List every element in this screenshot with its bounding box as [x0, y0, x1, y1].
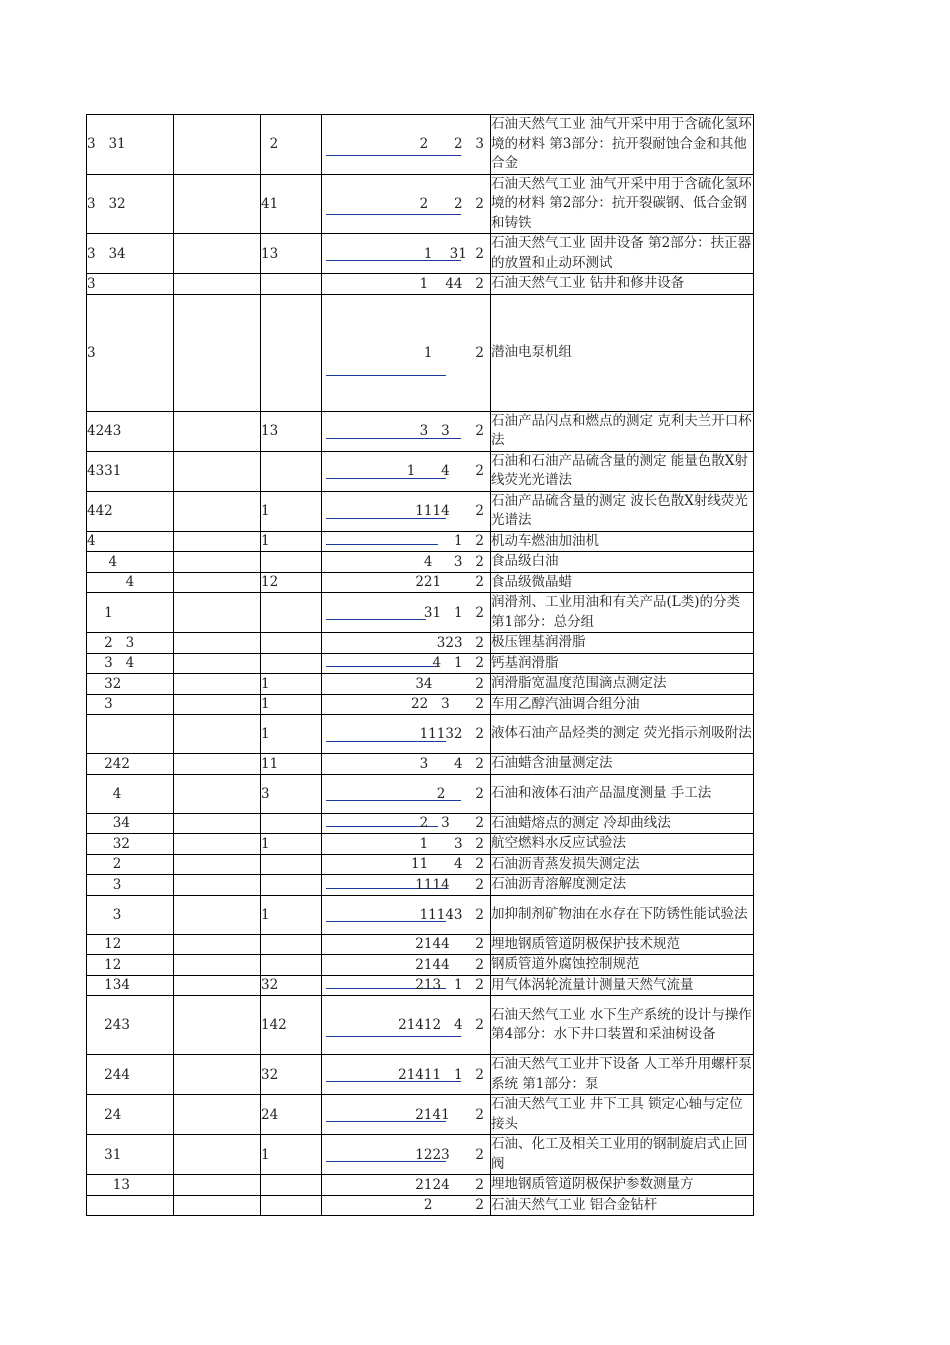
standard-number-text: 11 4 2 — [411, 856, 484, 873]
cell-code: 134 — [87, 975, 174, 996]
cell-standard-number[interactable] — [322, 996, 491, 1055]
cell-empty — [174, 1135, 261, 1175]
cell-count: 24 — [261, 1095, 322, 1135]
cell-standard-number — [322, 552, 491, 573]
table-row — [87, 451, 754, 491]
cell-count: 13 — [261, 234, 322, 274]
cell-title: 石油天然气工业 水下生产系统的设计与操作 第4部分：水下井口装置和采油树设备 — [491, 996, 754, 1055]
cell-count: 12 — [261, 572, 322, 593]
cell-standard-number[interactable] — [322, 1055, 491, 1095]
cell-count — [261, 294, 322, 411]
standard-number-text: 11132 2 — [419, 726, 484, 742]
table-row — [87, 875, 754, 896]
cell-code: 4 — [87, 552, 174, 573]
standard-number-text: 4 3 2 — [423, 553, 484, 570]
spreadsheet-table — [86, 114, 754, 1216]
cell-code: 243 — [87, 996, 174, 1055]
standard-number-text: 3 4 2 — [419, 755, 484, 772]
table-row — [87, 834, 754, 855]
table-row — [87, 531, 754, 552]
cell-code: 3 4 — [87, 653, 174, 674]
standard-number-text: 2124 2 — [415, 1176, 484, 1193]
table-row — [87, 234, 754, 274]
cell-title: 石油天然气工业 铝合金钻杆 — [491, 1195, 754, 1216]
cell-empty — [174, 552, 261, 573]
standard-number-text: 1 2 — [423, 344, 484, 361]
cell-code: 4 — [87, 531, 174, 552]
table-row — [87, 411, 754, 451]
hyperlink-underline[interactable] — [326, 544, 438, 545]
cell-count: 1 — [261, 531, 322, 552]
cell-empty — [174, 875, 261, 896]
standard-number-text: 2 3 2 — [419, 815, 484, 832]
cell-title: 钢质管道外腐蚀控制规范 — [491, 955, 754, 976]
standard-number-text: 2 2 3 — [419, 136, 484, 153]
cell-count — [261, 875, 322, 896]
table-row — [87, 274, 754, 295]
cell-title: 食品级微晶蜡 — [491, 572, 754, 593]
standard-number-text: 21412 4 2 — [398, 1017, 484, 1033]
cell-title: 石油产品闪点和燃点的测定 克利夫兰开口杯法 — [491, 411, 754, 451]
cell-title: 润滑脂宽温度范围滴点测定法 — [491, 674, 754, 695]
cell-standard-number[interactable] — [322, 1135, 491, 1175]
cell-code: 13 — [87, 1175, 174, 1196]
standard-number-text: 34 2 — [415, 675, 484, 692]
cell-title: 石油天然气工业 油气开采中用于含硫化氢环境的材料 第2部分：抗开裂碳钢、低合金钢和铸铁 — [491, 174, 754, 234]
standard-number-text: 213 1 2 — [415, 977, 484, 994]
cell-empty — [174, 996, 261, 1055]
cell-count: 32 — [261, 975, 322, 996]
cell-title: 钙基润滑脂 — [491, 653, 754, 674]
table-row — [87, 491, 754, 531]
cell-count: 1 — [261, 491, 322, 531]
cell-count: 32 — [261, 1055, 322, 1095]
standard-number-text: 2 2 2 — [419, 195, 484, 212]
cell-count — [261, 274, 322, 295]
cell-code — [87, 715, 174, 754]
cell-count — [261, 813, 322, 834]
standard-number-text: 1223 2 — [415, 1146, 484, 1163]
cell-empty — [174, 955, 261, 976]
standard-number-text: 1114 2 — [415, 876, 484, 893]
cell-code: 2 — [87, 854, 174, 875]
cell-title: 埋地钢质管道阴极保护技术规范 — [491, 934, 754, 955]
table-row — [87, 593, 754, 633]
cell-code: 2 3 — [87, 633, 174, 654]
table-row — [87, 1135, 754, 1175]
cell-title: 石油天然气工业井下设备 人工举升用螺杆泵系统 第1部分：泵 — [491, 1055, 754, 1095]
cell-count — [261, 633, 322, 654]
standard-number-text: 4 1 2 — [432, 655, 484, 672]
standard-number-text: 2 2 — [423, 1197, 484, 1214]
cell-standard-number — [322, 754, 491, 775]
cell-standard-number — [322, 1195, 491, 1216]
table-row — [87, 895, 754, 934]
standard-number-text: 221 2 — [415, 574, 484, 591]
cell-empty — [174, 234, 261, 274]
cell-standard-number[interactable] — [322, 411, 491, 451]
cell-count: 13 — [261, 411, 322, 451]
cell-standard-number[interactable] — [322, 294, 491, 411]
cell-code: 4331 — [87, 451, 174, 491]
cell-count — [261, 593, 322, 633]
cell-title: 极压锂基润滑脂 — [491, 633, 754, 654]
cell-empty — [174, 593, 261, 633]
cell-code: 3 — [87, 274, 174, 295]
cell-title: 食品级白油 — [491, 552, 754, 573]
cell-count: 142 — [261, 996, 322, 1055]
cell-empty — [174, 174, 261, 234]
table-row — [87, 115, 754, 175]
cell-title: 石油天然气工业 固井设备 第2部分：扶正器的放置和止动环测试 — [491, 234, 754, 274]
cell-empty — [174, 674, 261, 695]
cell-title: 石油天然气工业 井下工具 锁定心轴与定位接头 — [491, 1095, 754, 1135]
cell-empty — [174, 451, 261, 491]
cell-count: 41 — [261, 174, 322, 234]
standard-number-text: 21411 1 2 — [398, 1066, 484, 1083]
cell-title: 机动车燃油加油机 — [491, 531, 754, 552]
cell-title: 埋地钢质管道阴极保护参数测量方 — [491, 1175, 754, 1196]
cell-empty — [174, 274, 261, 295]
cell-code: 3 — [87, 875, 174, 896]
hyperlink-underline[interactable] — [326, 214, 461, 215]
cell-empty — [174, 294, 261, 411]
cell-standard-number[interactable] — [322, 875, 491, 896]
cell-count — [261, 955, 322, 976]
cell-count — [261, 934, 322, 955]
cell-title: 液体石油产品烃类的测定 荧光指示剂吸附法 — [491, 715, 754, 754]
cell-empty — [174, 813, 261, 834]
cell-standard-number[interactable] — [322, 115, 491, 175]
cell-title: 车用乙醇汽油调合组分油 — [491, 694, 754, 715]
cell-count: 3 — [261, 774, 322, 813]
table-row — [87, 1095, 754, 1135]
cell-code: 3 — [87, 294, 174, 411]
cell-empty — [174, 694, 261, 715]
cell-code: 32 — [87, 834, 174, 855]
table-row — [87, 174, 754, 234]
cell-count — [261, 552, 322, 573]
cell-title: 石油蜡含油量测定法 — [491, 754, 754, 775]
cell-title: 石油和液体石油产品温度测量 手工法 — [491, 774, 754, 813]
cell-standard-number[interactable] — [322, 174, 491, 234]
table-row — [87, 813, 754, 834]
hyperlink-underline[interactable] — [326, 666, 438, 667]
standard-number-text: 31 1 2 — [423, 604, 484, 621]
table-row — [87, 975, 754, 996]
cell-empty — [174, 754, 261, 775]
standard-number-text: 1 44 2 — [419, 275, 484, 292]
cell-standard-number — [322, 955, 491, 976]
cell-standard-number — [322, 854, 491, 875]
cell-code: 3 34 — [87, 234, 174, 274]
cell-code: 4 — [87, 572, 174, 593]
cell-standard-number[interactable] — [322, 1095, 491, 1135]
cell-standard-number — [322, 674, 491, 695]
cell-title: 石油沥青蒸发损失测定法 — [491, 854, 754, 875]
cell-code: 4243 — [87, 411, 174, 451]
cell-count: 1 — [261, 834, 322, 855]
cell-standard-number — [322, 934, 491, 955]
cell-title: 石油产品硫含量的测定 波长色散X射线荧光光谱法 — [491, 491, 754, 531]
cell-count — [261, 1195, 322, 1216]
standard-number-text: 1 31 2 — [423, 245, 484, 262]
standard-number-text: 1 3 2 — [419, 835, 484, 852]
cell-standard-number[interactable] — [322, 813, 491, 834]
cell-code: 3 32 — [87, 174, 174, 234]
cell-title: 加抑制剂矿物油在水存在下防锈性能试验法 — [491, 895, 754, 934]
table-row — [87, 996, 754, 1055]
cell-code: 34 — [87, 813, 174, 834]
cell-standard-number — [322, 572, 491, 593]
cell-standard-number[interactable] — [322, 593, 491, 633]
table-row — [87, 715, 754, 754]
cell-empty — [174, 895, 261, 934]
table-row — [87, 854, 754, 875]
standard-number-text: 22 3 2 — [411, 696, 484, 713]
cell-code: 32 — [87, 674, 174, 695]
table-row — [87, 633, 754, 654]
table-row — [87, 552, 754, 573]
table-row — [87, 674, 754, 695]
cell-code: 242 — [87, 754, 174, 775]
cell-empty — [174, 715, 261, 754]
table-row — [87, 1175, 754, 1196]
cell-code: 12 — [87, 934, 174, 955]
cell-empty — [174, 411, 261, 451]
table-row — [87, 694, 754, 715]
table-row — [87, 294, 754, 411]
cell-title: 石油蜡熔点的测定 冷却曲线法 — [491, 813, 754, 834]
hyperlink-underline[interactable] — [326, 619, 426, 620]
table-row — [87, 1055, 754, 1095]
cell-standard-number — [322, 274, 491, 295]
cell-title: 润滑剂、工业用油和有关产品(L类)的分类 第1部分：总分组 — [491, 593, 754, 633]
cell-code: 3 — [87, 895, 174, 934]
cell-empty — [174, 572, 261, 593]
standard-number-text: 323 2 — [436, 634, 484, 651]
cell-standard-number[interactable] — [322, 653, 491, 674]
cell-code — [87, 1195, 174, 1216]
cell-code: 3 — [87, 694, 174, 715]
cell-empty — [174, 531, 261, 552]
cell-count: 1 — [261, 1135, 322, 1175]
cell-code: 24 — [87, 1095, 174, 1135]
cell-empty — [174, 854, 261, 875]
cell-standard-number[interactable] — [322, 895, 491, 934]
cell-standard-number[interactable] — [322, 491, 491, 531]
standard-number-text: 3 3 2 — [419, 423, 484, 439]
standard-number-text: 2 2 — [436, 785, 484, 802]
cell-count — [261, 854, 322, 875]
cell-standard-number — [322, 633, 491, 654]
cell-empty — [174, 1195, 261, 1216]
cell-count — [261, 1175, 322, 1196]
cell-standard-number[interactable] — [322, 774, 491, 813]
cell-count: 2 — [261, 115, 322, 175]
cell-title: 潜油电泵机组 — [491, 294, 754, 411]
standard-number-text: 1 2 — [453, 533, 484, 550]
table-row — [87, 934, 754, 955]
standard-number-text: 1 4 2 — [406, 463, 484, 479]
cell-empty — [174, 834, 261, 855]
cell-standard-number — [322, 694, 491, 715]
cell-code: 1 — [87, 593, 174, 633]
cell-standard-number — [322, 834, 491, 855]
cell-empty — [174, 633, 261, 654]
cell-count: 1 — [261, 715, 322, 754]
cell-standard-number[interactable] — [322, 975, 491, 996]
cell-count — [261, 451, 322, 491]
cell-empty — [174, 934, 261, 955]
cell-empty — [174, 491, 261, 531]
table-row — [87, 774, 754, 813]
table-row — [87, 653, 754, 674]
cell-empty — [174, 1175, 261, 1196]
table-row — [87, 955, 754, 976]
cell-title: 石油天然气工业 油气开采中用于含硫化氢环境的材料 第3部分：抗开裂耐蚀合金和其他合金 — [491, 115, 754, 175]
cell-standard-number[interactable] — [322, 531, 491, 552]
cell-code: 12 — [87, 955, 174, 976]
cell-count: 1 — [261, 674, 322, 695]
cell-count: 1 — [261, 895, 322, 934]
cell-code: 3 31 — [87, 115, 174, 175]
cell-empty — [174, 1095, 261, 1135]
cell-empty — [174, 774, 261, 813]
hyperlink-underline[interactable] — [326, 375, 446, 376]
cell-empty — [174, 1055, 261, 1095]
cell-title: 用气体涡轮流量计测量天然气流量 — [491, 975, 754, 996]
standard-number-text: 2141 2 — [415, 1106, 484, 1123]
cell-empty — [174, 975, 261, 996]
cell-standard-number[interactable] — [322, 715, 491, 754]
cell-empty — [174, 653, 261, 674]
standard-number-text: 1114 2 — [415, 503, 484, 519]
table-row — [87, 754, 754, 775]
cell-code: 4 — [87, 774, 174, 813]
cell-code: 31 — [87, 1135, 174, 1175]
cell-title: 航空燃料水反应试验法 — [491, 834, 754, 855]
cell-count — [261, 653, 322, 674]
cell-count: 11 — [261, 754, 322, 775]
standard-number-text: 11143 2 — [419, 906, 484, 923]
cell-title: 石油、化工及相关工业用的钢制旋启式止回阀 — [491, 1135, 754, 1175]
standard-number-text: 2144 2 — [415, 936, 484, 953]
cell-code: 244 — [87, 1055, 174, 1095]
hyperlink-underline[interactable] — [326, 155, 461, 156]
cell-code: 442 — [87, 491, 174, 531]
cell-empty — [174, 115, 261, 175]
cell-title: 石油和石油产品硫含量的测定 能量色散X射线荧光光谱法 — [491, 451, 754, 491]
cell-standard-number — [322, 1175, 491, 1196]
cell-standard-number[interactable] — [322, 234, 491, 274]
cell-title: 石油天然气工业 钻井和修井设备 — [491, 274, 754, 295]
table-row — [87, 1195, 754, 1216]
hyperlink-underline[interactable] — [326, 1036, 461, 1037]
cell-title: 石油沥青溶解度测定法 — [491, 875, 754, 896]
cell-standard-number[interactable] — [322, 451, 491, 491]
table-row — [87, 572, 754, 593]
cell-count: 1 — [261, 694, 322, 715]
standard-number-text: 2144 2 — [415, 956, 484, 973]
